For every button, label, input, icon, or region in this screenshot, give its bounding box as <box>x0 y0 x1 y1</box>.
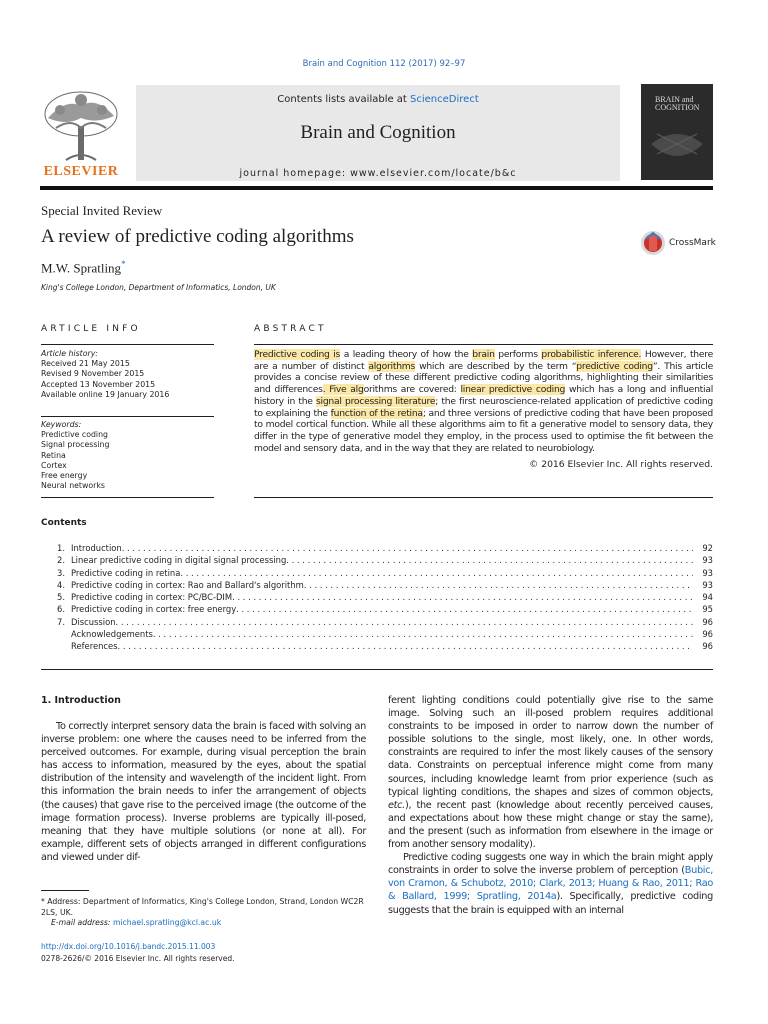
publisher-wordmark: ELSEVIER <box>43 164 119 179</box>
footnote <box>41 897 366 929</box>
header-rule <box>40 186 713 190</box>
history-label: Article history: <box>41 349 98 358</box>
journal-homepage[interactable]: journal homepage: www.elsevier.com/locate/b&c <box>239 168 517 179</box>
toc-title: Acknowledgements <box>71 629 153 640</box>
toc-title: Linear predictive coding in digital signal processing <box>71 555 287 566</box>
affiliation: King's College London, Department of Informatics, London, UK <box>41 283 276 292</box>
toc-leader <box>286 554 693 566</box>
toc-number <box>41 628 71 640</box>
text-run: Predictive coding suggests one way in which the brain might apply constraints in order to solve the inverse problem of perception ( <box>388 852 713 877</box>
toc-leader <box>304 579 693 591</box>
toc-number: 5. <box>57 592 65 603</box>
issn-copyright: 0278-2626/© 2016 Elsevier Inc. All rights reserved. <box>41 954 235 963</box>
toc-page: 93 <box>702 555 713 566</box>
history-accepted: Accepted 13 November 2015 <box>41 379 156 389</box>
highlighted-text: . Five alg <box>322 384 364 396</box>
crossmark-label[interactable]: CrossMark <box>669 238 716 248</box>
abstract-copyright: © 2016 Elsevier Inc. All rights reserved. <box>529 459 713 470</box>
cover-title <box>655 96 711 112</box>
table-of-contents <box>41 542 713 653</box>
paragraph <box>388 694 713 851</box>
email-label: E-mail address: <box>51 918 113 927</box>
toc-number: 3. <box>57 567 65 578</box>
toc-entry[interactable] <box>41 603 713 615</box>
author-footnote-mark[interactable]: * <box>121 259 126 269</box>
highlighted-text: probabilistic inference. <box>541 349 642 360</box>
toc-entry[interactable] <box>41 640 713 652</box>
body-column-left <box>41 720 366 864</box>
highlighted-text: linear predictive coding <box>460 384 566 396</box>
address-text: Address: Department of Informatics, King's College London, Strand, London WC2R 2LS, UK. <box>41 897 364 917</box>
contents-prefix: Contents lists available at <box>277 94 411 105</box>
text-run: ferent lighting conditions could potentially give rise to the same image. Solving such an ill-posed problem requires additional constraints to be imposed in order to narrow down the number of possible solutions to the single, most likely, one. In other words, constraints are required to infer the most likely causes of the sensory data. Constraints on perceptual inference might come from many sources, including knowledge learnt from prior experience (such as typical lighting conditions, the shapes and sizes of common objects, <box>388 695 713 798</box>
keyword: Retina <box>41 450 66 460</box>
text-run: which are described by the term “ <box>415 360 577 372</box>
author <box>41 259 126 276</box>
footnote-email <box>41 918 366 929</box>
toc-page: 96 <box>702 641 713 652</box>
toc-page: 93 <box>702 567 713 578</box>
article-info-heading: ARTICLE INFO <box>41 324 141 334</box>
journal-name: Brain and Cognition <box>300 122 456 143</box>
toc-entry[interactable] <box>41 554 713 566</box>
toc-title: Predictive coding in retina <box>71 567 181 578</box>
divider <box>41 416 214 417</box>
citation-links[interactable]: Bubic, von Cramon, & Schubotz, 2010; Clark, 2013; Huang & Rao, 2011; Rao & Ballard, 1999; Spratling, 2014a <box>388 865 713 903</box>
crossmark-icon[interactable] <box>640 229 666 257</box>
text-run: ), the recent past (knowledge about recently perceived causes, and expectations about how these might change or stay the same), and the present (such as information from elsewhere in the image or from another sensory modality). <box>388 799 713 851</box>
keywords <box>41 420 216 491</box>
footnote-mark: * <box>41 897 45 906</box>
keyword: Signal processing <box>41 440 110 450</box>
text-run: which has a long and influential history in the <box>254 384 713 407</box>
keywords-label: Keywords: <box>41 420 82 429</box>
toc-entry[interactable] <box>41 616 713 628</box>
article-title: A review of predictive coding algorithms <box>41 226 354 247</box>
toc-leader <box>118 640 693 652</box>
contents-availability <box>136 94 620 105</box>
keyword: Neural networks <box>41 481 105 491</box>
abstract-heading: ABSTRACT <box>254 324 327 334</box>
toc-entry[interactable] <box>41 628 713 640</box>
toc-page: 95 <box>702 604 713 615</box>
text-run: etc. <box>388 799 405 811</box>
history-revised: Revised 9 November 2015 <box>41 369 145 379</box>
divider <box>41 669 713 670</box>
highlighted-text: Predictive coding is <box>254 349 341 360</box>
highlighted-text: signal processing literature <box>316 395 436 407</box>
toc-entry[interactable] <box>41 542 713 554</box>
toc-number: 2. <box>57 555 65 566</box>
toc-title: References <box>71 641 118 652</box>
cover-title-line1: BRAIN and <box>655 95 694 104</box>
toc-page: 94 <box>702 592 713 603</box>
toc-leader <box>232 591 693 603</box>
keyword: Predictive coding <box>41 430 108 440</box>
citation-link[interactable]: Brain and Cognition 112 (2017) 92–97 <box>302 59 466 69</box>
toc-leader <box>180 567 693 579</box>
divider <box>254 497 713 498</box>
text-run: performs <box>494 349 542 360</box>
toc-title: Predictive coding in cortex: PC/BC-DIM <box>71 592 233 603</box>
toc-title: Predictive coding in cortex: Rao and Ballard's algorithm <box>71 579 304 590</box>
toc-number: 1. <box>57 543 65 553</box>
text-run: a leading theory of how the <box>340 349 473 360</box>
text-run: However, there are a number of distinct <box>254 349 713 372</box>
text-run: ). Specifically, predictive coding suggests that the brain is equipped with an internal <box>388 891 713 916</box>
article-type: Special Invited Review <box>41 203 163 218</box>
section-heading: 1. Introduction <box>41 695 121 706</box>
highlighted-text: function of the retina <box>330 407 423 419</box>
toc-entry[interactable] <box>41 579 713 591</box>
email-link[interactable]: michael.spratling@kcl.ac.uk <box>112 918 222 927</box>
paragraph <box>388 851 713 916</box>
sciencedirect-link[interactable]: ScienceDirect <box>410 94 479 105</box>
abstract-text <box>254 349 713 454</box>
history-online: Available online 19 January 2016 <box>41 389 170 399</box>
contents-heading: Contents <box>41 518 87 528</box>
toc-title: Predictive coding in cortex: free energy <box>71 604 237 615</box>
divider <box>41 497 214 498</box>
toc-page: 92 <box>702 543 713 553</box>
text-run: orithms are covered: <box>363 384 461 396</box>
text-run: ”. This article provides a concise review of these different predictive coding algorithms, highlighting their similarities and differences <box>254 360 713 396</box>
toc-leader <box>236 603 693 615</box>
author-name[interactable]: M.W. Spratling <box>41 260 122 276</box>
toc-page: 96 <box>702 629 713 640</box>
divider <box>41 344 214 345</box>
history-received: Received 21 May 2015 <box>41 359 130 369</box>
toc-page: 96 <box>702 616 713 627</box>
toc-title: Introduction <box>71 543 122 553</box>
toc-entry[interactable] <box>41 567 713 579</box>
toc-leader <box>122 542 693 554</box>
highlighted-text: predictive coding <box>576 360 653 372</box>
text-run: ; the first neuroscience-related application of predictive coding to explaining the <box>254 395 713 419</box>
doi-link[interactable]: http://dx.doi.org/10.1016/j.bandc.2015.11.003 <box>41 942 216 951</box>
highlighted-text: algorithms <box>368 360 416 372</box>
toc-leader <box>153 628 693 640</box>
toc-leader <box>116 616 693 628</box>
body-column-right <box>388 694 713 917</box>
keyword: Free energy <box>41 471 88 481</box>
toc-page: 93 <box>702 579 713 590</box>
footnote-address <box>41 897 366 918</box>
keyword: Cortex <box>41 460 67 470</box>
cover-title-line2: COGNITION <box>655 103 700 112</box>
paragraph: To correctly interpret sensory data the brain is faced with solving an inverse problem: one where the causes need to be inferred from the perceived outcomes. For example, during visual perception the brain has access to information, measured by the eyes, about the spatial distribution of the intensity and wavelength of the incident light. From this information the brain needs to infer the arrangement of objects (the causes) that gave rise to the perceived image (the outcome of the image formation process). Inverse problems are typically ill-posed, meaning that they have multiple solutions (or none at all). For example, different sets of objects arranged in different configurations and viewed under dif- <box>41 721 366 863</box>
toc-number: 4. <box>57 579 65 590</box>
toc-number: 6. <box>57 604 65 615</box>
article-history <box>41 349 216 400</box>
footnote-rule <box>41 890 89 891</box>
toc-entry[interactable] <box>41 591 713 603</box>
toc-title: Discussion <box>71 616 116 627</box>
text-run: ; and three versions of predictive coding that have been proposed to model cortical function. While all these algorithms aim to fit a generative model to sensory data, they differ in the type of generative model they employ, in the process used to optimise the fit between the model and sensory data, and in the way that they are related to neurobiology. <box>254 407 714 454</box>
highlighted-text: brain <box>472 349 495 360</box>
toc-number: 7. <box>57 616 65 627</box>
divider <box>254 344 713 345</box>
toc-number <box>41 640 71 652</box>
